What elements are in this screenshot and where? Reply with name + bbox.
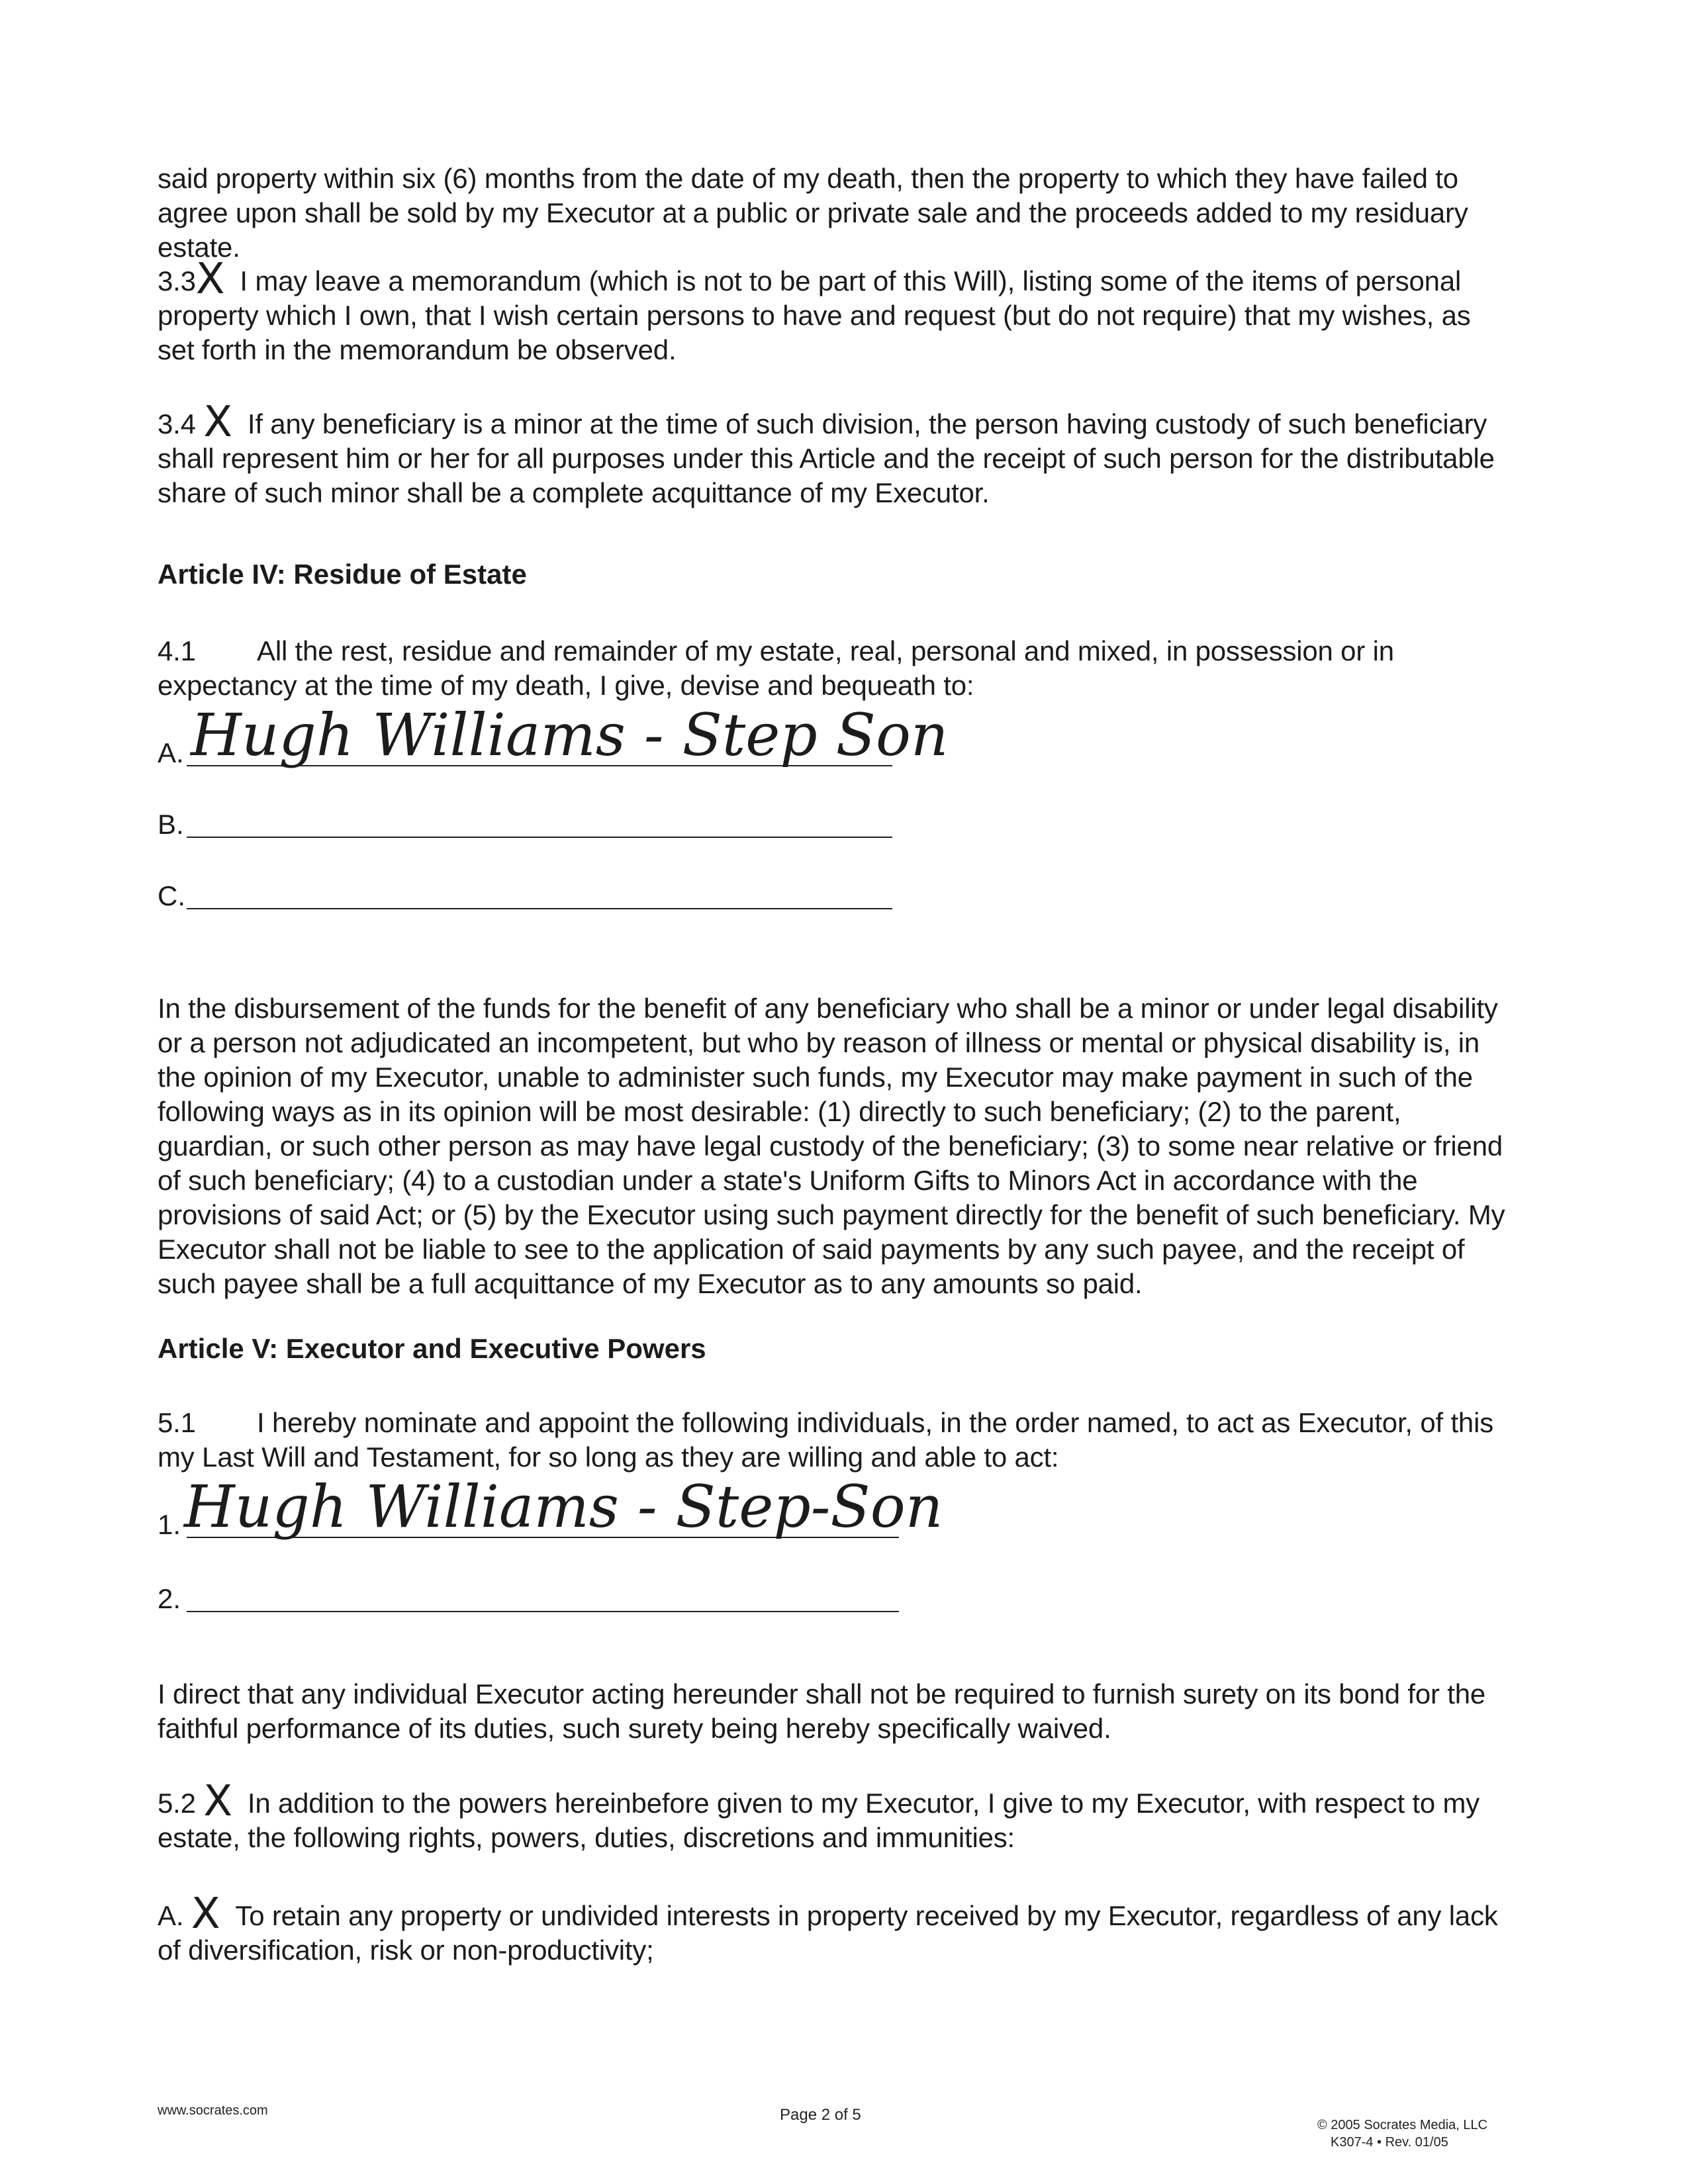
line-label: 1.: [158, 1509, 181, 1540]
footer-page-number: Page 2 of 5: [780, 2106, 861, 2124]
footer-form-id: K307-4 • Rev. 01/05: [1331, 2135, 1448, 2150]
section-text: All the rest, residue and remainder of my estate, real, personal and mixed, in possession or in expectancy at the time of my death, I give, devise and bequeath to:: [158, 635, 1394, 701]
section-number: 3.4: [158, 408, 196, 439]
line-label: 2.: [158, 1583, 181, 1614]
section-number: 3.3: [158, 265, 196, 296]
item-text: To retain any property or undivided interests in property received by my Executor, regardless of any lack of diversification, risk or non-productivity;: [158, 1900, 1498, 1966]
section-4-1: [158, 634, 1508, 703]
line-label: A.: [158, 737, 184, 768]
power-a: [158, 1889, 1508, 1968]
section-text: I hereby nominate and appoint the following individuals, in the order named, to act as Executor, of this my Last Will and Testament, for so long as they are willing and able to act:: [158, 1407, 1494, 1473]
line-label: B.: [158, 809, 184, 840]
beneficiary-line-b: [158, 792, 1018, 844]
section-3-4: [158, 398, 1508, 510]
section-text: If any beneficiary is a minor at the time of such division, the person having custody of such beneficiary shall represent him or her for all purposes under this Article and the receipt of such person for the distributable share of such minor shall be a complete acquittance of my Executor.: [158, 408, 1495, 508]
section-3-3: [158, 255, 1508, 367]
surety-paragraph: I direct that any individual Executor acting hereunder shall not be required to furnish surety on its bond for the faithful performance of its duties, such surety being hereby specifically waived.: [158, 1678, 1486, 1744]
footer-copyright: © 2005 Socrates Media, LLC: [1317, 2118, 1488, 2132]
section-5-2: [158, 1777, 1508, 1855]
beneficiary-line-c: [158, 863, 1018, 916]
executor-line-2: [158, 1566, 1018, 1619]
footer-website: www.socrates.com: [158, 2103, 268, 2118]
executor-line-1: [158, 1473, 1018, 1545]
item-label: A.: [158, 1900, 184, 1931]
section-number: 5.1: [158, 1407, 196, 1438]
check-mark: X: [195, 255, 225, 304]
handwritten-executor: Hugh Williams - Step-Son: [184, 1473, 943, 1541]
article-iv-heading: Article IV: Residue of Estate: [158, 559, 527, 590]
check-mark: X: [191, 1889, 220, 1938]
check-mark: X: [203, 1777, 232, 1826]
blank-line: [187, 908, 892, 909]
handwritten-beneficiary: Hugh Williams - Step Son: [191, 701, 949, 769]
disbursement-paragraph: In the disbursement of the funds for the benefit of any beneficiary who shall be a minor or under legal disability or a person not adjudicated an incompetent, but who by reason of illness or mental or physical disability is, in the opinion of my Executor, unable to administer such funds, my Executor may make payment in such of the following ways as in its opinion will be most desirable: (1) directly to such beneficiary; (2) to the parent, guardian, or such other person as may have legal custody of the beneficiary; (3) to some near relative or friend of such beneficiary; (4) to a custodian under a state's Uniform Gifts to Minors Act in accordance with the provisions of said Act; or (5) by the Executor using such payment directly for the benefit of such beneficiary. My Executor shall not be liable to see to the application of said payments by any such payee, and the receipt of such payee shall be a full acquittance of my Executor as to any amounts so paid.: [158, 993, 1505, 1299]
continuation-paragraph: said property within six (6) months from the date of my death, then the property to which they have failed to agree upon shall be sold by my Executor at a public or private sale and the proceeds added to my residuary estate.: [158, 163, 1468, 263]
beneficiary-line-a: [158, 701, 1018, 773]
section-number: 4.1: [158, 635, 196, 666]
article-v-heading: Article V: Executor and Executive Powers: [158, 1333, 706, 1364]
check-mark: X: [203, 398, 232, 447]
section-text: I may leave a memorandum (which is not to be part of this Will), listing some of the items of personal property which I own, that I wish certain persons to have and request (but do not require) that my wishes, as set forth in the memorandum be observed.: [158, 265, 1471, 365]
section-5-1: [158, 1406, 1508, 1475]
blank-line: [187, 1611, 899, 1612]
section-number: 5.2: [158, 1788, 196, 1819]
section-text: In addition to the powers hereinbefore given to my Executor, I give to my Executor, with respect to my estate, the following rights, powers, duties, discretions and immunities:: [158, 1788, 1480, 1853]
blank-line: [187, 837, 892, 838]
line-label: C.: [158, 880, 185, 911]
